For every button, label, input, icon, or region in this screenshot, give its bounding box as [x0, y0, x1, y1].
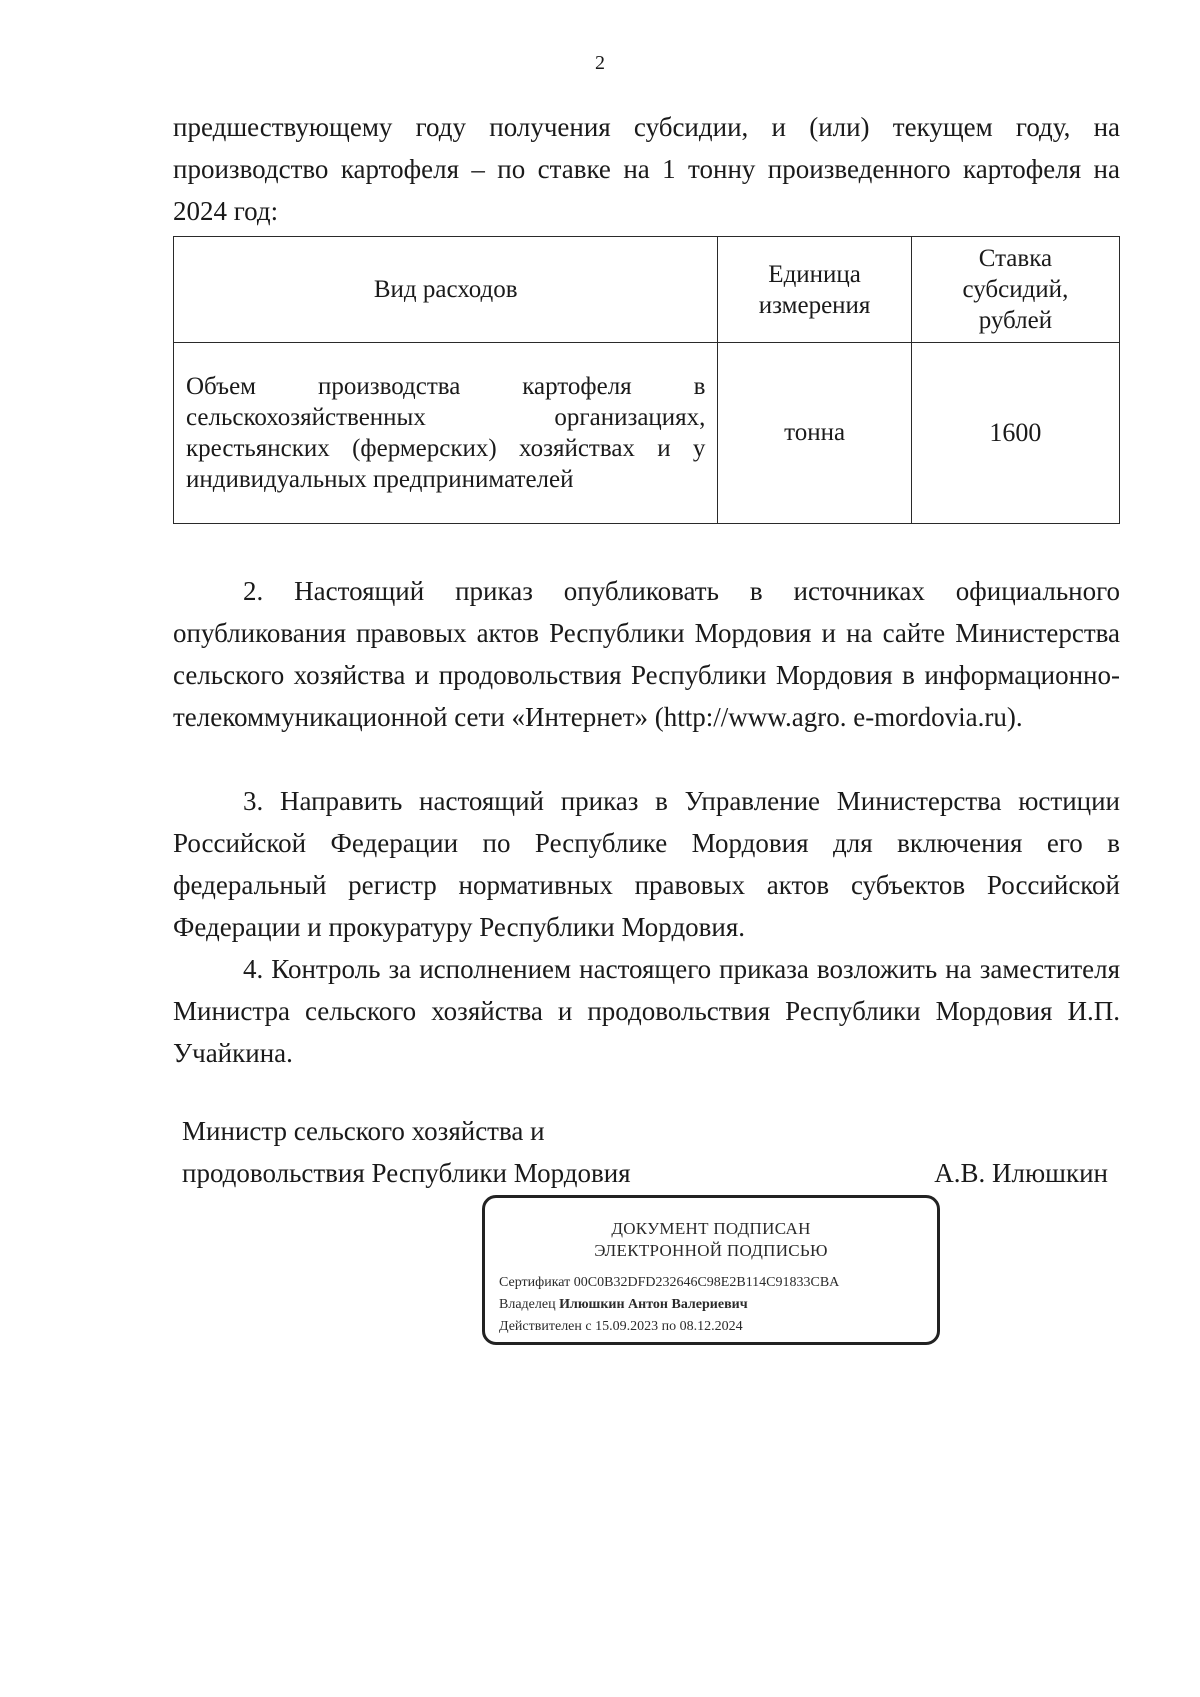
signer-name: А.В. Илюшкин — [934, 1158, 1108, 1188]
header-rate — [911, 237, 1119, 343]
row-description: Объем производства картофеля в сельскохозяйственных организациях, крестьянских (фермерских) хозяйствах и у индивидуальных предпринимателей — [174, 343, 718, 524]
paragraph-3: 3. Направить настоящий приказ в Управление Министерства юстиции Российской Федерации по Республике Мордовия для включения его в федеральный регистр нормативных правовых актов субъектов Российской Федерации и прокуратуру Республики Мордовия. — [173, 786, 1120, 942]
stamp-certificate-label: Сертификат — [499, 1275, 571, 1290]
stamp-owner-label: Владелец — [499, 1297, 556, 1312]
header-expense-type: Вид расходов — [174, 237, 718, 343]
subsidy-rates-table — [173, 236, 1120, 524]
e-signature-stamp — [482, 1195, 940, 1345]
signer-position-line2: продовольствия Республики Мордовия — [182, 1158, 631, 1188]
stamp-owner-value: Илюшкин Антон Валериевич — [559, 1297, 748, 1312]
stamp-owner-line — [499, 1294, 937, 1316]
stamp-details — [499, 1272, 937, 1338]
signer-position-line1: Министр сельского хозяйства и — [182, 1116, 545, 1146]
stamp-title-line1: ДОКУМЕНТ ПОДПИСАН — [611, 1219, 811, 1238]
header-rate-label: Ставка субсидий, рублей — [962, 245, 1069, 334]
stamp-valid-to: 08.12.2024 — [679, 1319, 743, 1334]
paragraph-2: 2. Настоящий приказ опубликовать в источниках официального опубликования правовых актов Республики Мордовия и на сайте Министерства сельского хозяйства и продовольствия Республики Мордовия в информационно-телекоммуникационной сети «Интернет» (http://www.agro. e-mordovia.ru). — [173, 576, 1120, 732]
stamp-title — [485, 1218, 937, 1262]
stamp-valid-label: Действителен с — [499, 1319, 592, 1334]
stamp-certificate-value: 00C0B32DFD232646C98E2B114C91833CBA — [573, 1275, 840, 1290]
stamp-valid-from: 15.09.2023 — [595, 1319, 659, 1334]
stamp-validity-line — [499, 1316, 937, 1338]
header-unit-label: Единица измерения — [758, 260, 871, 319]
table-header-row — [174, 237, 1120, 343]
intro-paragraph: предшествующему году получения субсидии, и (или) текущем году, на производство картофеля – по ставке на 1 тонну произведенного картофеля на 2024 год: — [173, 112, 1120, 226]
paragraph-4: 4. Контроль за исполнением настоящего приказа возложить на заместителя Министра сельского хозяйства и продовольствия Республики Мордовия И.П. Учайкина. — [173, 954, 1120, 1068]
header-unit — [718, 237, 911, 343]
row-unit: тонна — [718, 343, 911, 524]
stamp-valid-to-label: по — [661, 1319, 677, 1334]
signer-position — [182, 1110, 631, 1194]
stamp-title-line2: ЭЛЕКТРОННОЙ ПОДПИСЬЮ — [594, 1241, 828, 1260]
table-row — [174, 343, 1120, 524]
row-rate: 1600 — [911, 343, 1119, 524]
page-number: 2 — [595, 52, 605, 74]
stamp-certificate-line — [499, 1272, 937, 1294]
